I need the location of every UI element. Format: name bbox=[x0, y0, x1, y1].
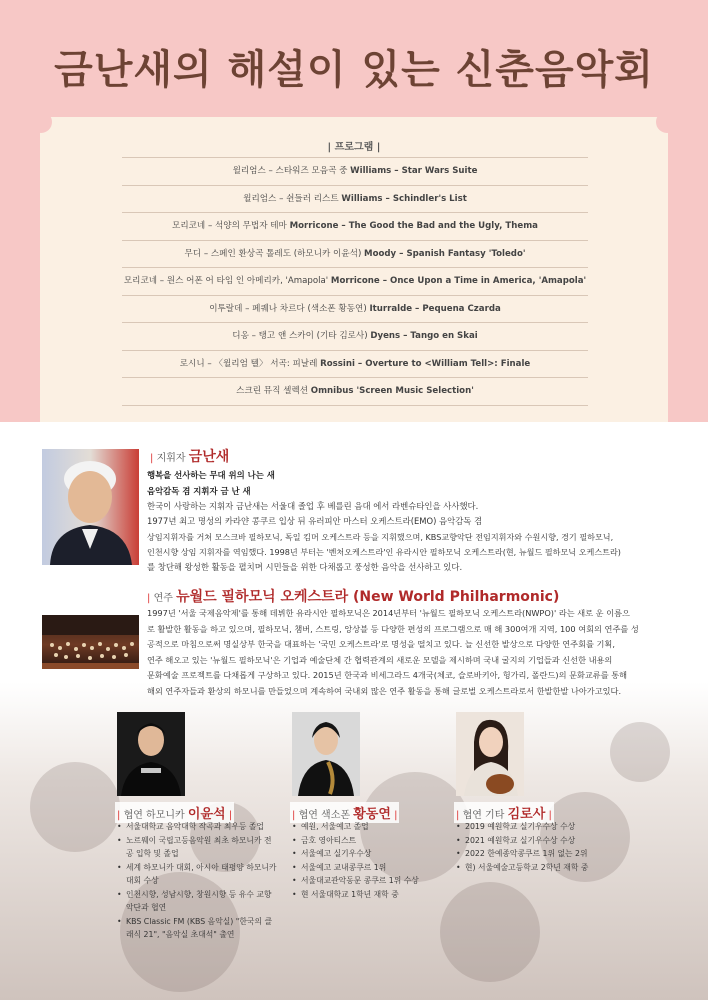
list-item: • 세계 하모니카 대회, 아시아 태평양 하모니카 대회 수상 bbox=[117, 861, 277, 888]
performer-photo-saxophone bbox=[292, 712, 360, 796]
orchestra-role: 연주 bbox=[153, 593, 173, 604]
page-title: 금난새의 해설이 있는 신춘음악회 bbox=[54, 47, 654, 93]
performer-list-harmonica bbox=[117, 820, 277, 942]
performer-photo-harmonica bbox=[117, 712, 185, 796]
conductor-role: 지휘자 bbox=[156, 453, 186, 464]
program-item: 이투랄데 – 페퀘나 차르다 (색소폰 황동연) Iturralde – Pequena Czarda bbox=[122, 295, 588, 323]
program-item: 로시니 – 〈윌리엄 텔〉 서곡: 피날레 Rossini – Overture to <William Tell>: Finale bbox=[122, 350, 588, 378]
list-item: • 2021 예원학교 실기우수상 수상 bbox=[456, 834, 656, 848]
program-item: 모리코네 – 석양의 무법자 테마 Morricone – The Good the Bad and the Ugly, Thema bbox=[122, 212, 588, 240]
program-item: 모리코네 – 원스 어폰 어 타임 인 아메리카, 'Amapola' Morricone – Once Upon a Time in America, 'Amapola' bbox=[122, 267, 588, 295]
list-item: • 서울예고 실기우수상 bbox=[292, 847, 452, 861]
performer-heading-harmonica: | 협연 하모니카 이윤석 | bbox=[115, 802, 234, 823]
performer-heading-saxophone: | 협연 색소폰 황동연 | bbox=[290, 802, 399, 823]
conductor-photo bbox=[42, 449, 139, 565]
program-list bbox=[122, 157, 588, 406]
list-item: • 현 서울대학교 1학년 재학 중 bbox=[292, 888, 452, 902]
conductor-heading: | 지휘자 금난새 bbox=[150, 449, 230, 465]
list-item: • 2019 예원학교 실기우수상 수상 bbox=[456, 820, 656, 834]
list-item: • 서울대학교 음악대학 작곡과 최우등 졸업 bbox=[117, 820, 277, 834]
program-heading: | 프로그램 | bbox=[327, 142, 381, 153]
conductor-subtitle-2: 음악감독 겸 지휘자 금 난 새 bbox=[147, 486, 251, 496]
list-item: • KBS Classic FM (KBS 음악실) "한국의 클래식 21", "음악실 초대석" 출연 bbox=[117, 915, 277, 942]
program-item: 무디 – 스페인 환상곡 톨레도 (하모니카 이윤석) Moody – Spanish Fantasy 'Toledo' bbox=[122, 240, 588, 268]
performer-list-guitar bbox=[456, 820, 656, 874]
conductor-subtitle-1: 행복을 선사하는 무대 위의 나는 새 bbox=[147, 470, 275, 480]
program-item: 윌리엄스 – 스타워즈 모음곡 중 Williams – Star Wars Suite bbox=[122, 157, 588, 185]
program-item: 윌리엄스 – 쉰들러 리스트 Williams – Schindler's List bbox=[122, 185, 588, 213]
list-item: • 인천시향, 성남시향, 창원시향 등 유수 교향악단과 협연 bbox=[117, 888, 277, 915]
performer-photo-guitar bbox=[456, 712, 524, 796]
orchestra-name: 뉴월드 필하모닉 오케스트라 (New World Philharmonic) bbox=[176, 589, 560, 605]
performer-list-saxophone bbox=[292, 820, 452, 901]
performer-heading-guitar: | 협연 기타 김로사 | bbox=[454, 802, 554, 823]
orchestra-photo bbox=[42, 615, 139, 669]
list-item: • 예원, 서울예고 졸업 bbox=[292, 820, 452, 834]
orchestra-bio: 1997년 '서울 국제음악제'를 통해 데뷔한 유라시안 필하모닉은 2014년부터 '뉴월드 필하모닉 오케스트라(NWPO)' 라는 새로 운 이름으 로 활발한 활동을 하고 있으며, 필하모닉, 챔버, 스트링, 앙상블 등 다양한 편성의 프로그램으로 매 해 300여개 지역, 100 여회의 연주를 성 공적으로 마침으로써 명실상부 한국을 대표하는 '국민 오케스트라'로 명성을 떨치고 있다. 늘 신선한 발상으로 다양한 연주회를 기획, 연주 해오고 있는 '뉴월드 필하모닉'은 기업과 예술단체 간 협력관계의 새로운 모델을 제시하며 국내 굴지의 기업들과 신선한 내용의 문화예술 프로젝트를 다채롭게 구상하고 있다. 2015년 한국과 비세그라드 4개국(체코, 슬로바키아, 헝가리, 폴란드)의 문화교류를 통해 해외 연주자들과 환상의 하모니를 만들었으며 계속하여 국내외 많은 연주 활동을 통해 글로벌 오케스트라로서 한발한발 나아가고있다. bbox=[147, 608, 639, 696]
list-item: • 현) 서울예술고등학교 2학년 재학 중 bbox=[456, 861, 656, 875]
info-section bbox=[0, 422, 708, 1000]
orchestra-heading: | 연주 뉴월드 필하모닉 오케스트라 (New World Philharmonic) bbox=[147, 589, 560, 605]
conductor-name: 금난새 bbox=[188, 449, 230, 465]
conductor-bio: 한국이 사랑하는 지휘자 금난새는 서울대 졸업 후 베를린 음대 에서 라벤슈타인을 사사했다. 1977년 최고 명성의 카라얀 콩쿠르 입상 뒤 유러피안 마스터 오케스트라(EMO) 음악감독 겸 상임지휘자를 거쳐 모스크바 필하모닉, 독일 킴머 오케스트라 등을 지휘했으며, KBS교향악단 전임지휘자와 수원시향, 경기 필하모닉, 인천시향 상임 지휘자를 역임했다. 1998년 부터는 '벤처오케스트라'인 유라시안 필하모닉 오케스트라(현, 뉴월드 필하모닉 오케스트라) 를 창단해 왕성한 활동을 펼치며 시민들을 위한 다채롭고 풍성한 음악을 선사하고 있다. bbox=[147, 501, 621, 573]
program-item: 디옹 – 탱고 앤 스카이 (기타 김로사) Dyens – Tango en Skai bbox=[122, 322, 588, 350]
program-card bbox=[40, 117, 668, 422]
list-item: • 금호 영아티스트 bbox=[292, 834, 452, 848]
list-item: • 2022 한예종악콩쿠르 1위 없는 2위 bbox=[456, 847, 656, 861]
list-item: • 서울예고 교내콩쿠르 1위 bbox=[292, 861, 452, 875]
list-item: • 서울대교관악동문 콩쿠르 1위 수상 bbox=[292, 874, 452, 888]
program-item: 스크린 뮤직 셀렉션 Omnibus 'Screen Music Selection' bbox=[122, 377, 588, 406]
list-item: • 노르웨이 국립고등음악원 최초 하모니카 전공 입학 및 졸업 bbox=[117, 834, 277, 861]
